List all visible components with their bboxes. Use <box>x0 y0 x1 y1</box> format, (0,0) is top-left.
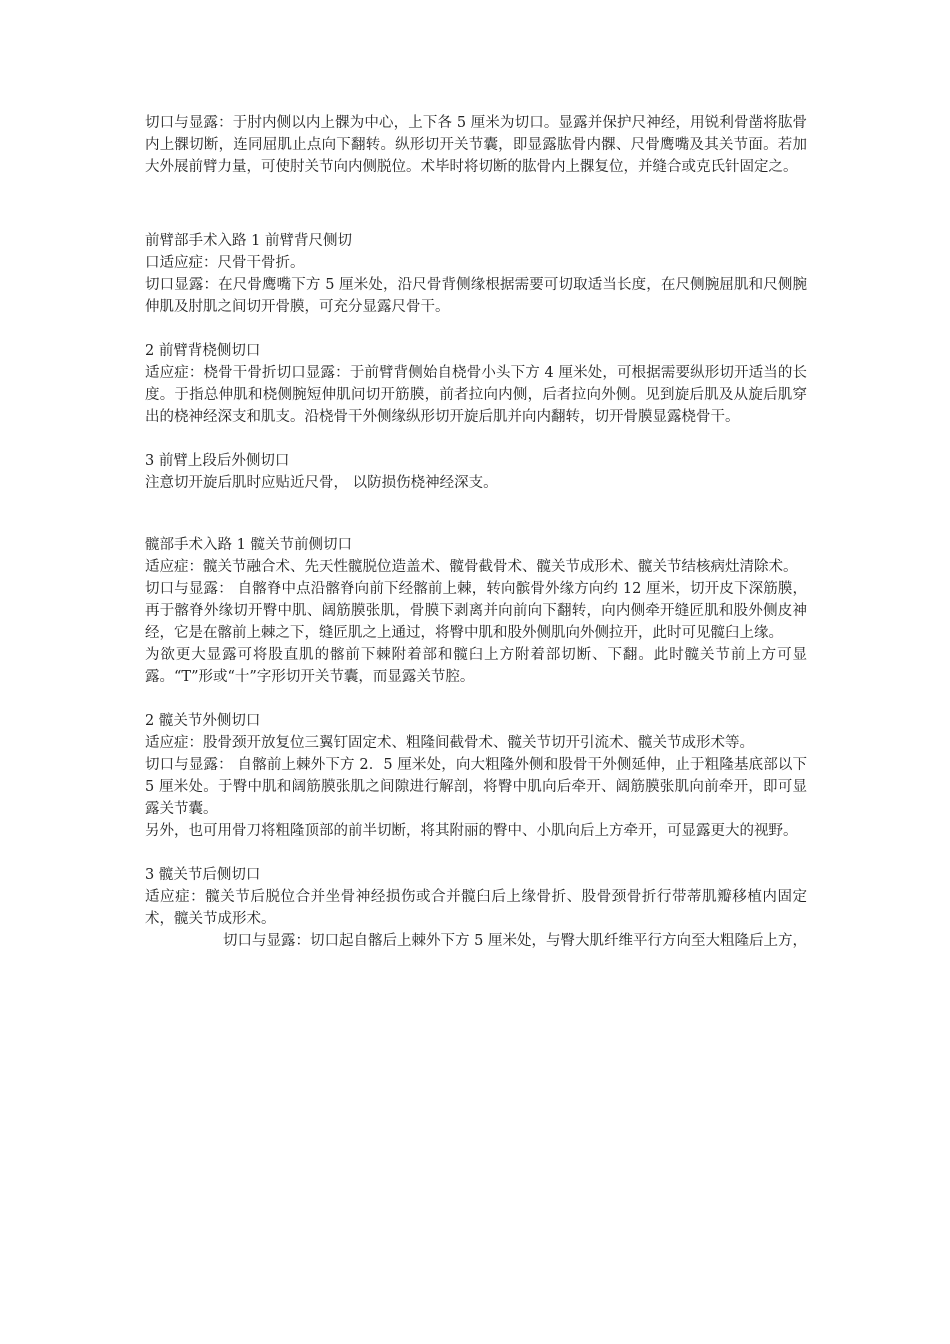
elbow-incision-paragraph: 切口与显露：于肘内侧以内上髁为中心，上下各 5 厘米为切口。显露并保护尺神经，用锐利骨凿将肱骨内上髁切断，连同屈肌止点向下翻转。纵形切开关节囊，即显露肱骨内髁、尺骨鹰嘴及其关节面。若加大外展前臂力量，可使肘关节向内侧脱位。术毕时将切断的肱骨内上髁复位，并缝合或克氏针固定之。 <box>145 115 807 175</box>
forearm-approach2-text: 适应症：桡骨干骨折切口显露：于前臂背侧始自桡骨小头下方 4 厘米处，可根据需要纵形切开适当的长度。于指总伸肌和桡侧腕短伸肌问切开筋膜，前者拉向内侧，后者拉向外侧。见到旋后肌及从旋后肌穿出的桡神经深支和肌支。沿桡骨干外侧缘纵形切开旋后肌并向内翻转，切开骨膜显露桡骨干。 <box>145 365 807 425</box>
forearm-section-title: 前臂部手术入路 1 前臂背尺侧切 <box>145 233 352 249</box>
hip-approach2-indication: 适应症：股骨颈开放复位三翼钉固定术、粗隆间截骨术、髋关节切开引流术、髋关节成形术等。 <box>145 735 754 751</box>
forearm-approach3-text: 注意切开旋后肌时应贴近尺骨， 以防损伤桡神经深支。 <box>145 475 498 491</box>
document-body <box>145 112 807 952</box>
hip-approach3-title: 3 髋关节后侧切口 <box>145 867 261 883</box>
forearm-approach2-title: 2 前臂背桡侧切口 <box>145 343 261 359</box>
paragraph-spacer <box>145 318 807 340</box>
section-spacer <box>145 178 807 230</box>
hip-approach2-extra: 另外，也可用骨刀将粗隆顶部的前半切断，将其附丽的臀中、小肌向后上方牵开，可显露更大的视野。 <box>145 823 798 839</box>
forearm-approach1-indication: 口适应症：尺骨干骨折。 <box>145 255 305 271</box>
section-spacer <box>145 494 807 534</box>
hip-approach3-incision: 切口与显露：切口起自髂后上棘外下方 5 厘米处，与臀大肌纤维平行方向至大粗隆后上方， <box>223 933 807 949</box>
hip-approach2-title: 2 髋关节外侧切口 <box>145 713 261 729</box>
paragraph-spacer <box>145 428 807 450</box>
hip-approach3-indication: 适应症：髋关节后脱位合并坐骨神经损伤或合并髋臼后上缘骨折、股骨颈骨折行带蒂肌瓣移植内固定术，髋关节成形术。 <box>145 889 807 927</box>
forearm-approach3-title: 3 前臂上段后外侧切口 <box>145 453 290 469</box>
hip-approach2-incision: 切口与显露： 自髂前上棘外下方 2．5 厘米处，向大粗隆外侧和股骨干外侧延伸，止于粗隆基底部以下 5 厘米处。于臀中肌和阔筋膜张肌之间隙进行解剖，将臀中肌向后牵开、阔筋膜张肌向前牵开，即可显露关节囊。 <box>145 757 807 817</box>
hip-approach1-indication: 适应症：髋关节融合术、先天性髋脱位造盖术、髋骨截骨术、髋关节成形术、髋关节结核病灶清除术。 <box>145 559 798 575</box>
forearm-approach1-incision: 切口显露：在尺骨鹰嘴下方 5 厘米处，沿尺骨背侧缘根据需要可切取适当长度，在尺侧腕屈肌和尺侧腕伸肌及肘肌之间切开骨膜，可充分显露尺骨干。 <box>145 277 807 315</box>
paragraph-spacer <box>145 842 807 864</box>
paragraph-spacer <box>145 688 807 710</box>
hip-approach1-incision: 切口与显露： 自髂脊中点沿髂脊向前下经髂前上棘，转向髌骨外缘方向约 12 厘米，切开皮下深筋膜，再于髂脊外缘切开臀中肌、阔筋膜张肌，骨膜下剥离并向前向下翻转，向内侧牵开缝匠肌和股外侧皮神经，它是在髂前上棘之下，缝匠肌之上通过，将臀中肌和股外侧肌向外侧拉开，此时可见髋臼上缘。 <box>145 581 807 641</box>
hip-section-title: 髋部手术入路 1 髋关节前侧切口 <box>145 537 352 553</box>
hip-approach1-extra: 为欲更大显露可将股直肌的髂前下棘附着部和髋臼上方附着部切断、下翻。此时髋关节前上方可显露。“T”形或“十”字形切开关节囊，而显露关节腔。 <box>145 647 807 685</box>
